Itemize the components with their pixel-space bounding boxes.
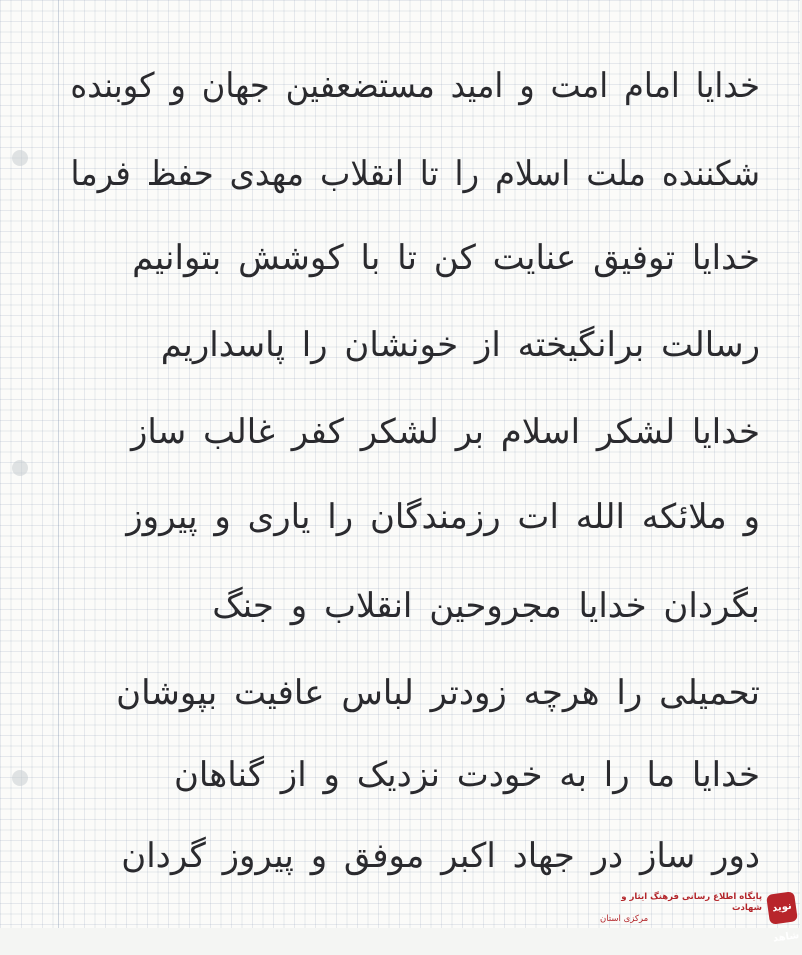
- text-line: بگردان خدایا مجروحین انقلاب و جنگ: [212, 586, 760, 626]
- text-line: خدایا امام امت و امید مستضعفین جهان و کوبنده: [70, 66, 760, 106]
- text-line: خدایا ما را به خودت نزدیک و از گناهان: [173, 755, 760, 795]
- text-line: خدایا لشکر اسلام بر لشکر کفر غالب ساز: [130, 412, 760, 452]
- watermark-caption: [600, 892, 762, 925]
- text-line: خدایا توفیق عنایت کن تا با کوشش بتوانیم: [132, 238, 760, 278]
- watermark-line-2: مرکزی استان: [600, 913, 649, 924]
- text-line: و ملائکه الله ات رزمندگان را یاری و پیروز: [126, 497, 760, 537]
- text-line: شکننده ملت اسلام را تا انقلاب مهدی حفظ فرما: [70, 154, 760, 194]
- watermark-logo: [596, 888, 800, 945]
- text-line: تحمیلی را هرچه زودتر لباس عافیت بپوشان: [116, 673, 760, 713]
- watermark-line-1: پایگاه اطلاع رسانی فرهنگ ایثار و شهادت: [621, 891, 763, 913]
- text-line: دور ساز در جهاد اکبر موفق و پیروز گردان: [121, 836, 760, 876]
- navid-shahed-logo-icon: نوید شاهد: [766, 891, 798, 925]
- text-line: رسالت برانگیخته از خونشان را پاسداریم: [160, 325, 760, 365]
